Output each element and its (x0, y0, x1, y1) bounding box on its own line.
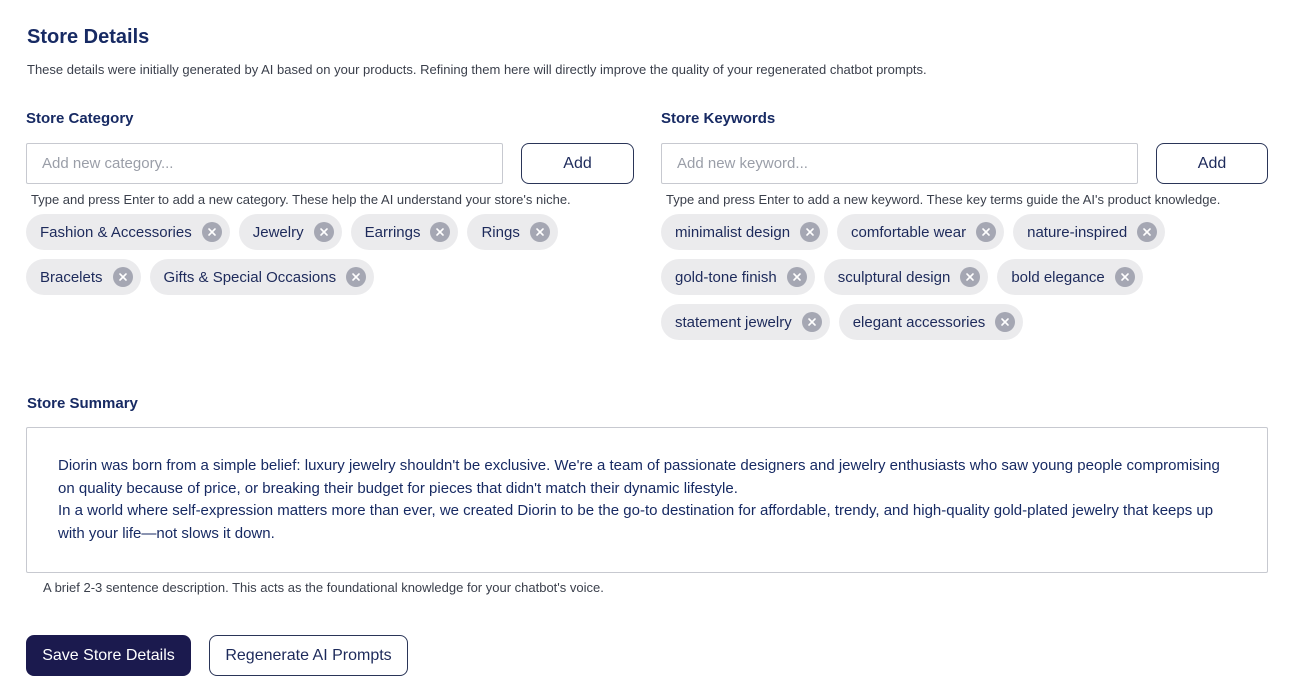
keyword-help-text: Type and press Enter to add a new keyword. These key terms guide the AI's product knowledge. (666, 192, 1221, 207)
chip (997, 259, 1142, 295)
chip-label: elegant accessories (852, 313, 986, 331)
chip-label: nature-inspired (1027, 223, 1128, 241)
chip-label: minimalist design (675, 223, 791, 241)
chip (661, 214, 828, 250)
close-circle-icon[interactable] (1115, 267, 1135, 287)
summary-textarea[interactable] (26, 427, 1268, 573)
chip (837, 214, 1004, 250)
add-category-button[interactable]: Add (521, 143, 634, 184)
chip (351, 214, 459, 250)
chip (26, 214, 230, 250)
close-circle-icon[interactable] (202, 222, 222, 242)
summary-paragraph: Diorin was born from a simple belief: luxury jewelry shouldn't be exclusive. We're a team of passionate designers and jewelry enthusiasts who saw young people compromising on quality because of price, or breaking their budget for pieces that didn't match their dynamic lifestyle. (58, 457, 1220, 497)
keywords-section (661, 109, 1268, 340)
page-title: Store Details (27, 26, 150, 48)
close-circle-icon[interactable] (346, 267, 366, 287)
page-subtitle: These details were initially generated by AI based on your products. Refining them here will directly improve the quality of your regenerated chatbot prompts. (27, 62, 927, 77)
chip (661, 259, 815, 295)
chip-label: Jewelry (252, 223, 304, 241)
keyword-chips (661, 214, 1268, 340)
chip-label: gold-tone finish (675, 268, 777, 286)
chip (26, 259, 141, 295)
chip (1013, 214, 1165, 250)
close-circle-icon[interactable] (1137, 222, 1157, 242)
chip (239, 214, 342, 250)
regenerate-ai-prompts-button[interactable]: Regenerate AI Prompts (209, 635, 408, 676)
add-keyword-button[interactable]: Add (1156, 143, 1268, 184)
chip (467, 214, 557, 250)
summary-help-text: A brief 2-3 sentence description. This acts as the foundational knowledge for your chatbot's voice. (43, 580, 604, 595)
chip-label: statement jewelry (675, 313, 792, 331)
close-circle-icon[interactable] (800, 222, 820, 242)
chip-label: Gifts & Special Occasions (163, 268, 337, 286)
category-input-row (26, 143, 634, 184)
chip (661, 304, 830, 340)
close-circle-icon[interactable] (314, 222, 334, 242)
chip-label: Fashion & Accessories (40, 223, 192, 241)
close-circle-icon[interactable] (113, 267, 133, 287)
chip-label: comfortable wear (851, 223, 967, 241)
chip (824, 259, 989, 295)
chip-label: Bracelets (40, 268, 103, 286)
category-input[interactable] (26, 143, 503, 184)
keyword-input-row (661, 143, 1268, 184)
chip (839, 304, 1024, 340)
save-store-details-button[interactable]: Save Store Details (26, 635, 191, 676)
close-circle-icon[interactable] (802, 312, 822, 332)
keywords-label: Store Keywords (661, 110, 776, 127)
close-circle-icon[interactable] (787, 267, 807, 287)
chip-label: Earrings (364, 223, 421, 241)
chip-label: Rings (481, 223, 520, 241)
close-circle-icon[interactable] (430, 222, 450, 242)
summary-label: Store Summary (27, 395, 138, 412)
close-circle-icon[interactable] (530, 222, 550, 242)
close-circle-icon[interactable] (960, 267, 980, 287)
close-circle-icon[interactable] (995, 312, 1015, 332)
category-chips (26, 214, 634, 295)
chip (150, 259, 375, 295)
category-help-text: Type and press Enter to add a new category. These help the AI understand your store's niche. (31, 192, 571, 207)
keyword-input[interactable] (661, 143, 1138, 184)
category-section (26, 109, 634, 295)
close-circle-icon[interactable] (976, 222, 996, 242)
chip-label: bold elegance (1011, 268, 1105, 286)
category-label: Store Category (26, 110, 134, 127)
chip-label: sculptural design (837, 268, 951, 286)
summary-paragraph: In a world where self-expression matters more than ever, we created Diorin to be the go-to destination for affordable, trendy, and high-quality gold-plated jewelry that keeps up with your life—not slows it down. (58, 502, 1214, 542)
